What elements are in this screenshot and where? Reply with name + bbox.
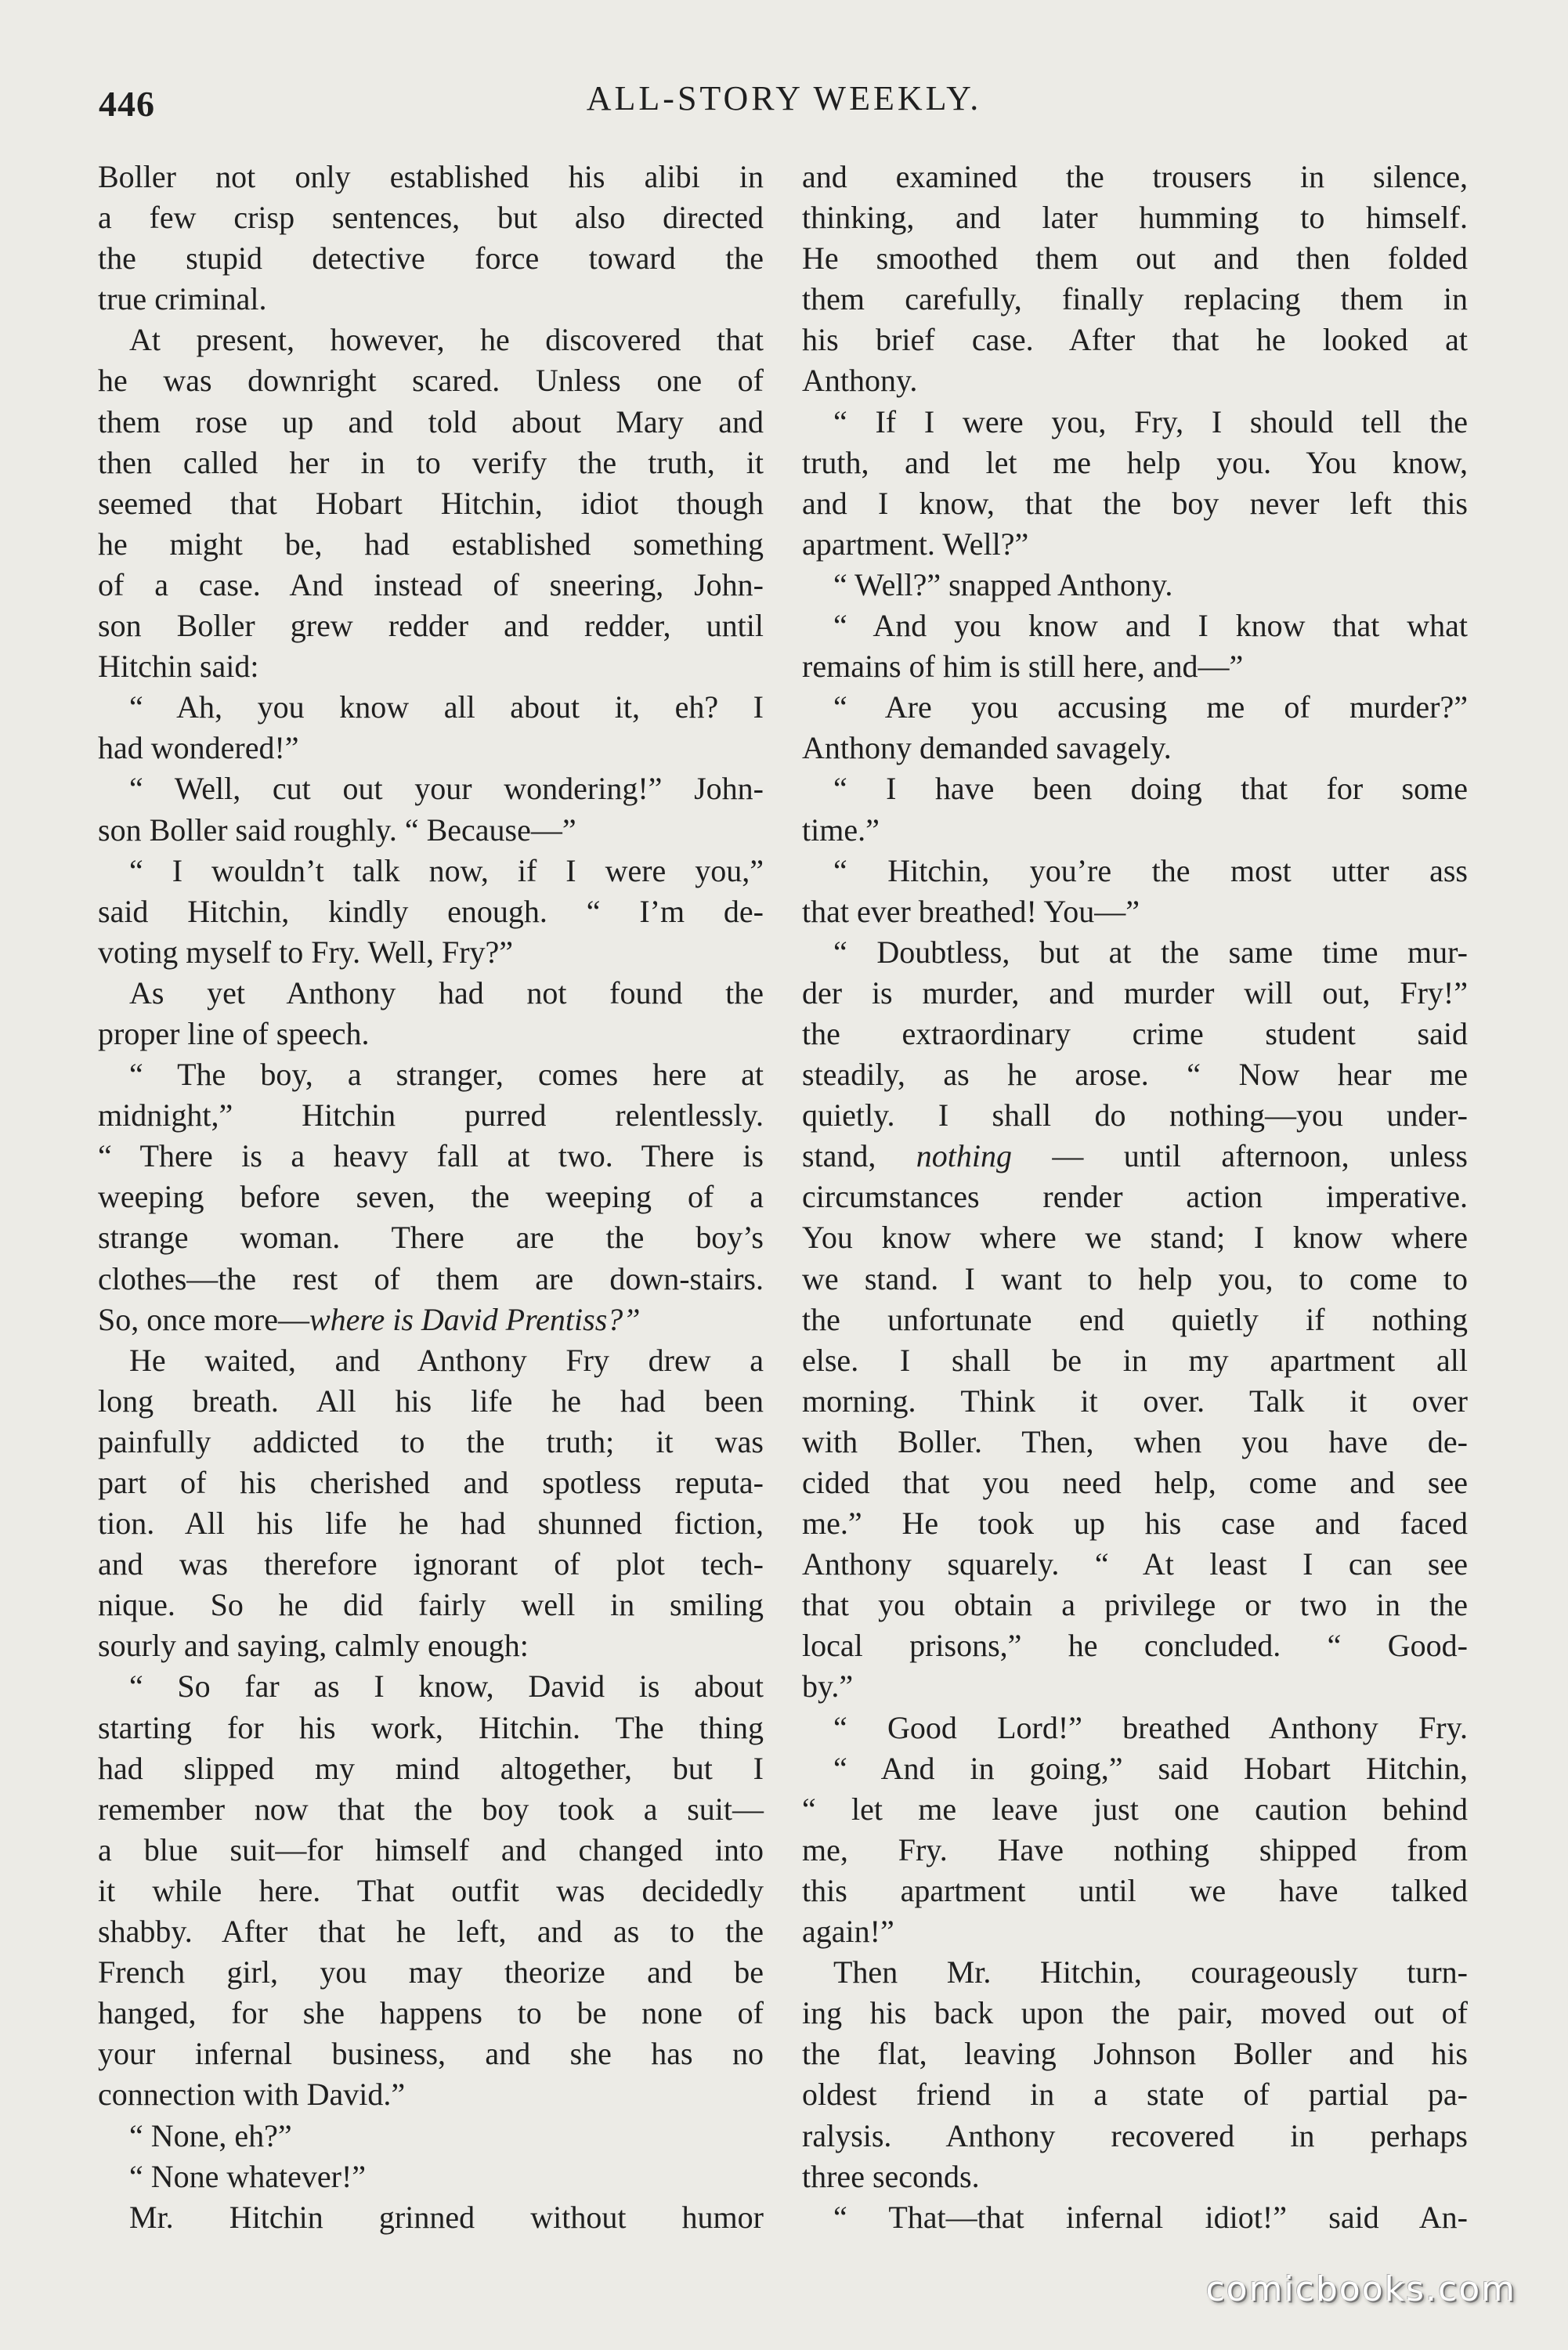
text-line: [98, 1177, 764, 1217]
text-line: [802, 320, 1468, 360]
text-run: “ Are you accusing me of murder?”: [833, 689, 1468, 725]
text-run: a few crisp sentences, but also directed: [98, 200, 764, 236]
text-run: ing his back upon the pair, moved out of: [802, 1995, 1468, 2031]
text-run: So, once more—: [98, 1301, 309, 1337]
text-line: [802, 157, 1468, 197]
text-line: [802, 810, 1468, 851]
text-run: stand,: [802, 1138, 916, 1174]
text-line: [802, 2034, 1468, 2074]
text-line: [802, 2116, 1468, 2157]
text-line: [802, 728, 1468, 768]
text-line: [98, 197, 764, 238]
text-run: the flat, leaving Johnson Boller and his: [802, 2036, 1468, 2072]
text-run: “ The boy, a stranger, comes here at: [129, 1057, 764, 1093]
text-run: the extraordinary crime student said: [802, 1015, 1468, 1051]
text-run: he was downright scared. Unless one of: [98, 363, 764, 399]
text-line: [98, 279, 764, 320]
italic-run: nothing: [916, 1138, 1013, 1174]
text-run: Mr. Hitchin grinned without humor: [129, 2199, 764, 2235]
text-line: [98, 1625, 764, 1666]
text-run: painfully addicted to the truth; it was: [98, 1423, 764, 1459]
running-title: ALL-STORY WEEKLY.: [586, 79, 982, 118]
text-run: Then Mr. Hitchin, courageously turn-: [833, 1954, 1468, 1990]
text-line: [98, 1544, 764, 1585]
text-run: nique. So he did fairly well in smiling: [98, 1587, 764, 1623]
text-run: else. I shall be in my apartment all: [802, 1342, 1468, 1378]
text-line: [802, 1259, 1468, 1300]
text-run: had wondered!”: [98, 730, 299, 766]
text-line: [802, 238, 1468, 279]
text-run: cided that you need help, come and see: [802, 1465, 1468, 1500]
text-line: [802, 1422, 1468, 1462]
text-run: remember now that the boy took a suit—: [98, 1791, 764, 1827]
text-run: it while here. That outfit was decidedly: [98, 1872, 764, 1908]
text-line: [802, 1871, 1468, 1911]
text-run: thinking, and later humming to himself.: [802, 200, 1468, 236]
text-line: [98, 1666, 764, 1707]
text-run: “ Good Lord!” breathed Anthony Fry.: [833, 1709, 1468, 1745]
text-run: Anthony.: [802, 363, 918, 399]
text-run: “ Hitchin, you’re the most utter ass: [833, 852, 1468, 888]
text-run: clothes—the rest of them are down-stairs.: [98, 1260, 764, 1296]
left-column: [98, 157, 764, 2272]
text-run: seemed that Hobart Hitchin, idiot though: [98, 485, 764, 521]
text-run: ralysis. Anthony recovered in perhaps: [802, 2117, 1468, 2153]
text-run: that ever breathed! You—”: [802, 893, 1140, 929]
text-run: — until afternoon, unless: [1012, 1138, 1468, 1174]
text-line: [802, 1708, 1468, 1748]
text-run: a blue suit—for himself and changed into: [98, 1831, 764, 1867]
text-line: [802, 1585, 1468, 1625]
text-line: [98, 2034, 764, 2074]
text-line: [802, 768, 1468, 809]
text-line: [802, 483, 1468, 524]
text-line: [98, 891, 764, 932]
text-line: [802, 1381, 1468, 1422]
text-line: [98, 1993, 764, 2034]
text-run: me, Fry. Have nothing shipped from: [802, 1831, 1468, 1867]
text-run: that you obtain a privilege or two in the: [802, 1587, 1468, 1623]
text-line: [98, 1462, 764, 1503]
watermark-logo: comicbooks.com: [1205, 2269, 1516, 2309]
text-line: [98, 728, 764, 768]
text-line: [98, 1503, 764, 1544]
text-run: by.”: [802, 1668, 854, 1705]
text-run: “ I have been doing that for some: [833, 771, 1468, 807]
text-run: “ Doubtless, but at the same time mur-: [833, 934, 1468, 970]
text-run: shabby. After that he left, and as to the: [98, 1914, 764, 1950]
text-run: At present, however, he discovered that: [129, 322, 764, 358]
text-line: [98, 483, 764, 524]
text-run: then called her in to verify the truth, it: [98, 444, 764, 480]
text-run: He waited, and Anthony Fry drew a: [129, 1342, 764, 1378]
text-line: [98, 1708, 764, 1748]
text-line: [98, 1871, 764, 1911]
text-run: and examined the trousers in silence,: [802, 159, 1468, 194]
text-run: said Hitchin, kindly enough. “ I’m de-: [98, 893, 764, 929]
text-line: [802, 443, 1468, 483]
text-run: tion. All his life he had shunned fiction,: [98, 1506, 764, 1542]
text-run: of a case. And instead of sneering, John-: [98, 566, 764, 602]
text-line: [98, 2157, 764, 2197]
text-line: [98, 1340, 764, 1381]
text-line: [98, 1259, 764, 1300]
text-line: [802, 1789, 1468, 1830]
text-run: apartment. Well?”: [802, 526, 1029, 562]
text-line: [98, 1014, 764, 1054]
text-line: [802, 1054, 1468, 1095]
text-run: we stand. I want to help you, to come to: [802, 1260, 1468, 1296]
text-run: had slipped my mind altogether, but I: [98, 1750, 764, 1786]
text-line: [802, 1136, 1468, 1177]
text-run: me.” He took up his case and faced: [802, 1506, 1468, 1542]
text-line: [98, 1300, 764, 1340]
text-line: [98, 443, 764, 483]
text-run: “ None whatever!”: [129, 2158, 367, 2194]
text-run: sourly and saying, calmly enough:: [98, 1628, 529, 1664]
text-run: Hitchin said:: [98, 649, 259, 685]
text-line: [802, 279, 1468, 320]
text-line: [802, 1748, 1468, 1789]
text-line: [802, 1340, 1468, 1381]
text-run: “ If I were you, Fry, I should tell the: [833, 403, 1468, 439]
text-line: [98, 1381, 764, 1422]
text-run: the stupid detective force toward the: [98, 240, 764, 277]
text-run: true criminal.: [98, 281, 267, 317]
text-run: “ So far as I know, David is about: [129, 1668, 764, 1705]
text-line: [802, 197, 1468, 238]
text-run: them carefully, finally replacing them in: [802, 281, 1468, 317]
text-line: [98, 768, 764, 809]
text-run: starting for his work, Hitchin. The thing: [98, 1709, 764, 1745]
text-line: [802, 360, 1468, 401]
text-run: voting myself to Fry. Well, Fry?”: [98, 934, 514, 970]
text-line: [98, 1789, 764, 1830]
text-line: [98, 932, 764, 973]
text-line: [802, 1666, 1468, 1707]
text-run: his brief case. After that he looked at: [802, 322, 1468, 358]
text-line: [802, 1177, 1468, 1217]
text-run: der is murder, and murder will out, Fry!”: [802, 974, 1468, 1010]
text-run: hanged, for she happens to be none of: [98, 1995, 764, 2031]
text-line: [98, 1911, 764, 1952]
italic-run: where is David Prentiss?”: [309, 1301, 641, 1337]
text-run: French girl, you may theorize and be: [98, 1954, 764, 1990]
text-run: local prisons,” he concluded. “ Good-: [802, 1628, 1468, 1664]
text-run: long breath. All his life he had been: [98, 1383, 764, 1419]
text-line: [98, 1830, 764, 1871]
text-line: [802, 1952, 1468, 1993]
text-run: “ There is a heavy fall at two. There is: [98, 1138, 764, 1174]
text-run: he might be, had established something: [98, 526, 764, 562]
text-line: [802, 687, 1468, 728]
text-run: son Boller said roughly. “ Because—”: [98, 812, 576, 848]
text-line: [802, 2197, 1468, 2238]
text-run: three seconds.: [802, 2158, 980, 2194]
text-line: [802, 1544, 1468, 1585]
text-run: with Boller. Then, when you have de-: [802, 1423, 1468, 1459]
text-run: Boller not only established his alibi in: [98, 159, 764, 194]
text-line: [98, 851, 764, 891]
text-run: this apartment until we have talked: [802, 1872, 1468, 1908]
text-line: [802, 402, 1468, 443]
text-line: [98, 238, 764, 279]
text-run: proper line of speech.: [98, 1015, 370, 1051]
text-line: [98, 1217, 764, 1258]
text-line: [802, 1462, 1468, 1503]
text-line: [802, 1993, 1468, 2034]
text-line: [98, 1422, 764, 1462]
text-line: [98, 973, 764, 1014]
text-run: oldest friend in a state of partial pa-: [802, 2077, 1468, 2113]
text-line: [802, 1014, 1468, 1054]
text-line: [98, 1585, 764, 1625]
text-line: [98, 320, 764, 360]
text-line: [802, 1830, 1468, 1871]
text-line: [98, 1748, 764, 1789]
text-run: remains of him is still here, and—”: [802, 649, 1244, 685]
text-run: strange woman. There are the boy’s: [98, 1220, 764, 1256]
text-line: [802, 932, 1468, 973]
text-run: Anthony squarely. “ At least I can see: [802, 1546, 1468, 1582]
text-line: [98, 157, 764, 197]
text-run: circumstances render action imperative.: [802, 1179, 1468, 1215]
text-line: [98, 565, 764, 606]
text-line: [802, 646, 1468, 687]
text-line: [98, 402, 764, 443]
text-run: You know where we stand; I know where: [802, 1220, 1468, 1256]
text-run: your infernal business, and she has no: [98, 2036, 764, 2072]
text-line: [98, 2197, 764, 2238]
text-line: [802, 1503, 1468, 1544]
text-run: weeping before seven, the weeping of a: [98, 1179, 764, 1215]
text-line: [98, 2074, 764, 2115]
text-run: the unfortunate end quietly if nothing: [802, 1301, 1468, 1337]
text-line: [98, 524, 764, 565]
text-run: morning. Think it over. Talk it over: [802, 1383, 1468, 1419]
text-run: them rose up and told about Mary and: [98, 403, 764, 439]
text-line: [802, 1625, 1468, 1666]
text-run: “ Well, cut out your wondering!” John-: [129, 771, 764, 807]
text-run: “ Well?” snapped Anthony.: [833, 566, 1173, 602]
text-run: “ Ah, you know all about it, eh? I: [129, 689, 764, 725]
text-run: Anthony demanded savagely.: [802, 730, 1172, 766]
text-line: [802, 1911, 1468, 1952]
text-run: He smoothed them out and then folded: [802, 240, 1468, 277]
text-run: part of his cherished and spotless reputa-: [98, 1465, 764, 1500]
right-column: [802, 157, 1468, 2272]
text-line: [802, 973, 1468, 1014]
text-run: “ That—that infernal idiot!” said An-: [833, 2199, 1468, 2235]
text-line: [802, 2074, 1468, 2115]
text-run: As yet Anthony had not found the: [129, 974, 764, 1010]
text-line: [98, 1952, 764, 1993]
text-run: “ let me leave just one caution behind: [802, 1791, 1468, 1827]
text-run: truth, and let me help you. You know,: [802, 444, 1468, 480]
text-run: “ And you know and I know that what: [833, 608, 1468, 644]
text-run: “ I wouldn’t talk now, if I were you,”: [129, 852, 764, 888]
text-run: and was therefore ignorant of plot tech-: [98, 1546, 764, 1582]
text-line: [802, 1095, 1468, 1136]
text-run: midnight,” Hitchin purred relentlessly.: [98, 1097, 764, 1133]
text-line: [802, 1300, 1468, 1340]
text-line: [98, 1054, 764, 1095]
text-run: again!”: [802, 1914, 894, 1950]
text-line: [98, 1095, 764, 1136]
text-line: [802, 891, 1468, 932]
text-line: [802, 851, 1468, 891]
text-line: [802, 1217, 1468, 1258]
text-run: “ And in going,” said Hobart Hitchin,: [833, 1750, 1468, 1786]
text-line: [98, 810, 764, 851]
text-run: son Boller grew redder and redder, until: [98, 608, 764, 644]
text-line: [98, 1136, 764, 1177]
text-run: time.”: [802, 812, 880, 848]
text-run: connection with David.”: [98, 2077, 406, 2113]
text-line: [98, 606, 764, 646]
text-line: [802, 524, 1468, 565]
text-line: [802, 606, 1468, 646]
text-line: [98, 687, 764, 728]
text-line: [98, 2116, 764, 2157]
page-number: 446: [99, 84, 155, 124]
text-line: [802, 565, 1468, 606]
text-run: “ None, eh?”: [129, 2117, 292, 2153]
text-run: quietly. I shall do nothing—you under-: [802, 1097, 1468, 1133]
text-run: steadily, as he arose. “ Now hear me: [802, 1057, 1468, 1093]
text-line: [98, 360, 764, 401]
text-line: [802, 2157, 1468, 2197]
text-run: and I know, that the boy never left this: [802, 485, 1468, 521]
text-line: [98, 646, 764, 687]
